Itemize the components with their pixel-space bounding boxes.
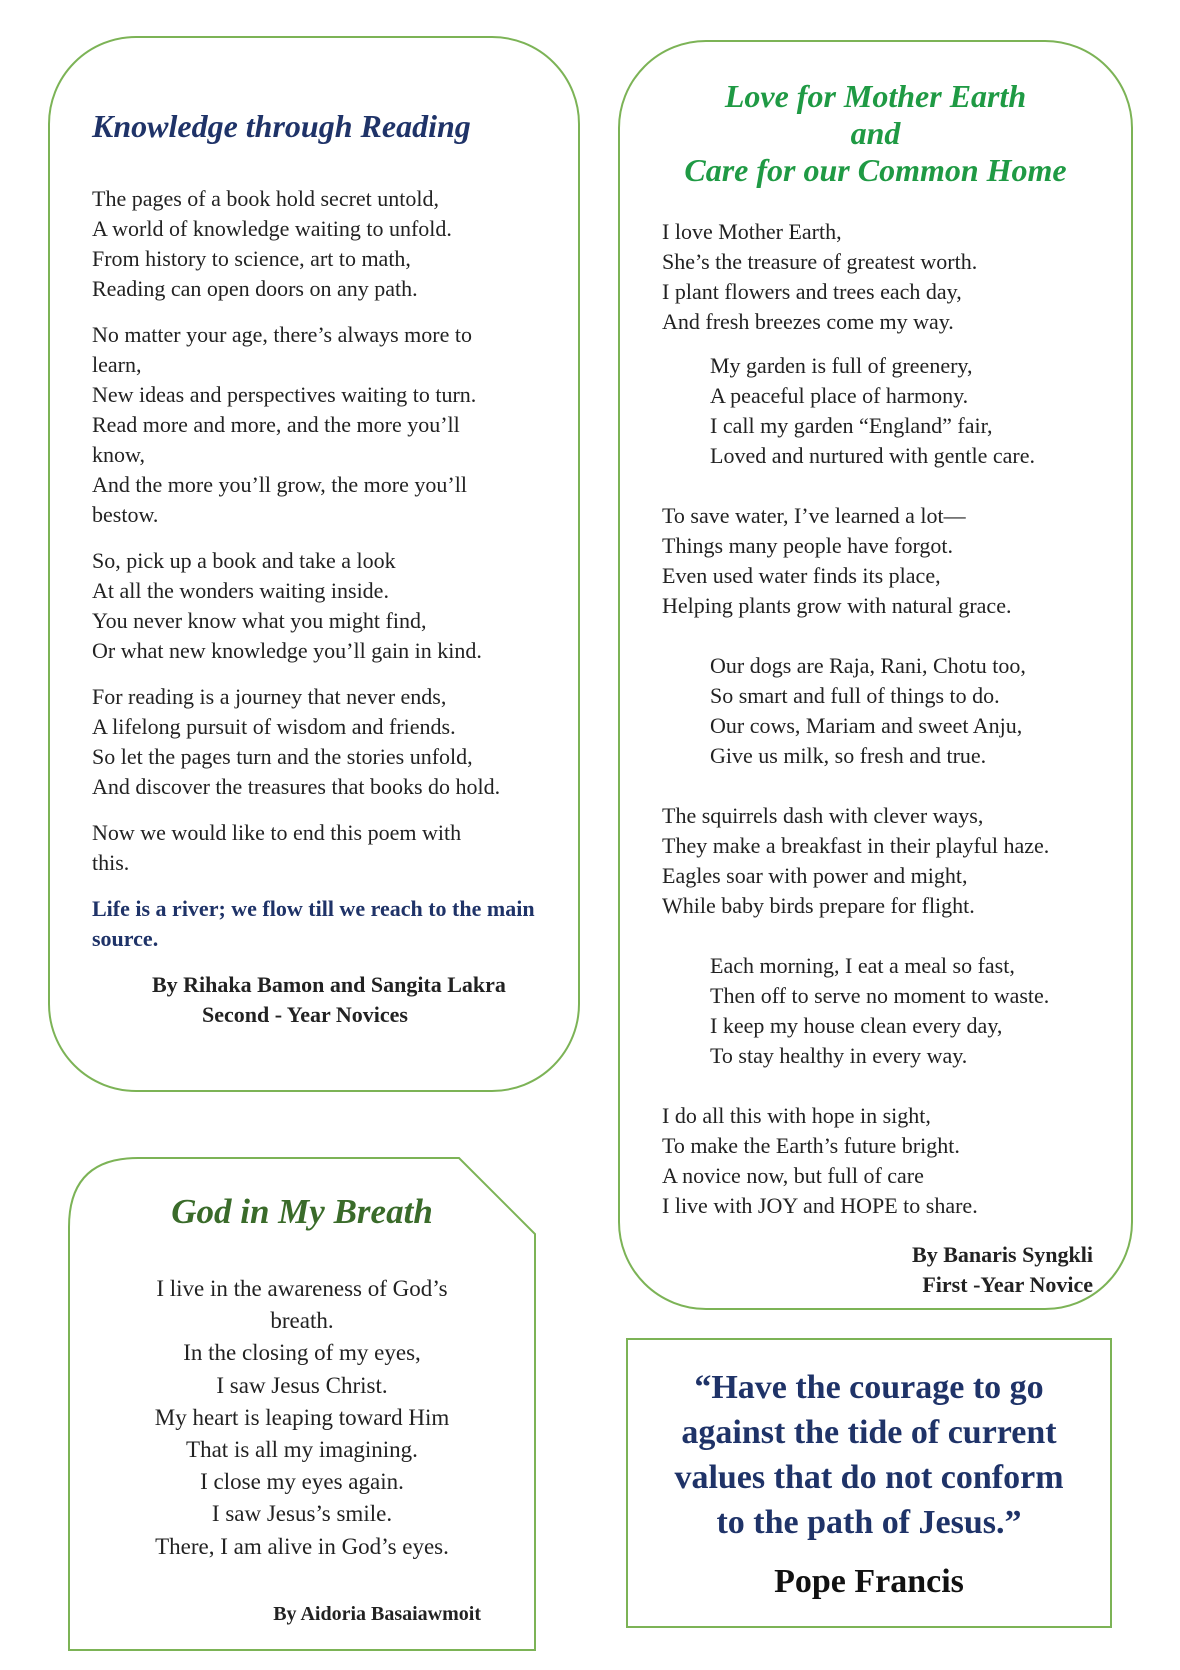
stanza — [92, 546, 552, 666]
poem-line: They make a breakfast in their playful haze. — [662, 833, 1050, 858]
poem-card-breath — [68, 1157, 536, 1651]
stanza — [662, 651, 1102, 771]
stanza — [92, 818, 552, 878]
poem-line: She’s the treasure of greatest worth. — [662, 249, 978, 274]
poem-line: I saw Jesus’s smile. — [211, 1501, 393, 1527]
poem-line: That is all my imagining. — [186, 1437, 418, 1463]
poem-line: To stay healthy in every way. — [710, 1043, 968, 1068]
poem-credit: By Aidoria Basaiawmoit — [273, 1603, 481, 1625]
poem-line: The pages of a book hold secret untold, — [92, 186, 440, 211]
poem-card-earth — [618, 40, 1133, 1310]
poem-line: Our cows, Mariam and sweet Anju, — [710, 713, 1023, 738]
credit-author: By Banaris Syngkli — [912, 1242, 1093, 1267]
credit-role: Second - Year Novices — [202, 1002, 408, 1027]
poem-line: I live in the awareness of God’s — [156, 1276, 448, 1301]
poem-highlight — [92, 894, 552, 954]
poem-line: My garden is full of greenery, — [710, 353, 973, 378]
poem-line: I love Mother Earth, — [662, 219, 842, 244]
quote-text — [628, 1365, 1110, 1545]
poem-line: bestow. — [92, 502, 159, 527]
poem-line: And fresh breezes come my way. — [662, 309, 954, 334]
poem-line: learn, — [92, 352, 142, 377]
poem-line: Reading can open doors on any path. — [92, 276, 418, 301]
poem-line: I plant flowers and trees each day, — [662, 279, 962, 304]
quote-line: values that do not conform — [674, 1459, 1064, 1496]
poem-line: In the closing of my eyes, — [183, 1340, 421, 1366]
quote-line: against the tide of current — [681, 1414, 1057, 1451]
stanza — [92, 320, 552, 530]
poem-line: There, I am alive in God’s eyes. — [155, 1533, 449, 1559]
poem-credit — [912, 1240, 1093, 1300]
poem-line: I call my garden “England” fair, — [710, 413, 993, 438]
poem-line: I live with JOY and HOPE to share. — [662, 1193, 978, 1218]
poem-title — [620, 78, 1131, 189]
poem-line: Loved and nurtured with gentle care. — [710, 443, 1035, 468]
poem-line: I keep my house clean every day, — [710, 1013, 1003, 1038]
poem-line: I close my eyes again. — [200, 1469, 404, 1495]
poem-line: New ideas and perspectives waiting to turn. — [92, 382, 477, 407]
quote-line: to the path of Jesus.” — [716, 1504, 1022, 1541]
poem-line: And the more you’ll grow, the more you’ll — [92, 472, 467, 497]
poem-title: God in My Breath — [171, 1192, 433, 1231]
poem-line: Eagles soar with power and might, — [662, 863, 968, 888]
title-line: and — [850, 115, 901, 151]
poem-line: I do all this with hope in sight, — [662, 1103, 931, 1128]
poem-line: So, pick up a book and take a look — [92, 548, 396, 573]
poem-line: Things many people have forgot. — [662, 533, 954, 558]
quote-author: Pope Francis — [774, 1563, 964, 1600]
poem-line: A peaceful place of harmony. — [710, 383, 969, 408]
poem-line: To save water, I’ve learned a lot— — [662, 503, 966, 528]
poem-body — [98, 1273, 506, 1563]
poem-line: Now we would like to end this poem with — [92, 820, 462, 845]
poem-line: So smart and full of things to do. — [710, 683, 1000, 708]
poem-line: You never know what you might find, — [92, 608, 427, 633]
poem-line: Even used water finds its place, — [662, 563, 941, 588]
poem-line: So let the pages turn and the stories unfold, — [92, 744, 473, 769]
poem-line: Each morning, I eat a meal so fast, — [710, 953, 1015, 978]
poem-line: breath. — [270, 1308, 334, 1334]
poem-line: I saw Jesus Christ. — [216, 1372, 388, 1398]
stanza — [662, 351, 1102, 471]
stanza — [662, 801, 1102, 921]
stanza — [92, 184, 552, 304]
poem-line: To make the Earth’s future bright. — [662, 1133, 960, 1158]
stanza — [92, 682, 552, 802]
poem-line: know, — [92, 442, 145, 467]
poem-line: The squirrels dash with clever ways, — [662, 803, 984, 828]
poem-line: At all the wonders waiting inside. — [92, 578, 389, 603]
poem-title: Knowledge through Reading — [92, 108, 471, 144]
poem-body — [92, 184, 552, 970]
poem-credit — [50, 970, 578, 1030]
credit-authors: By Rihaka Bamon and Sangita Lakra — [152, 972, 506, 997]
poem-line: A world of knowledge waiting to unfold. — [92, 216, 452, 241]
poem-line: Read more and more, and the more you’ll — [92, 412, 460, 437]
poem-line: From history to science, art to math, — [92, 246, 411, 271]
poem-line: Life is a river; we flow till we reach to the — [92, 896, 482, 921]
poem-line: And discover the treasures that books do hold. — [92, 774, 501, 799]
poem-line: For reading is a journey that never ends, — [92, 684, 447, 709]
poem-card-reading — [48, 36, 580, 1092]
stanza — [662, 501, 1102, 621]
stanza — [662, 951, 1102, 1071]
stanza — [662, 217, 1102, 337]
poem-line: Give us milk, so fresh and true. — [710, 743, 987, 768]
poem-line: Our dogs are Raja, Rani, Chotu too, — [710, 653, 1026, 678]
poem-line: My heart is leaping toward Him — [154, 1404, 450, 1430]
quote-card — [626, 1338, 1112, 1628]
poem-line: No matter your age, there’s always more to — [92, 322, 472, 347]
title-line: Love for Mother Earth — [724, 78, 1027, 114]
stanza — [662, 1101, 1102, 1221]
poem-line: A novice now, but full of care — [662, 1163, 924, 1188]
poem-line: this. — [92, 850, 130, 875]
poem-line: Helping plants grow with natural grace. — [662, 593, 1012, 618]
poem-body — [662, 217, 1102, 1221]
quote-line: “Have the courage to go — [694, 1369, 1044, 1406]
credit-role: First -Year Novice — [922, 1272, 1093, 1297]
poem-line: Then off to serve no moment to waste. — [710, 983, 1050, 1008]
title-line: Care for our Common Home — [684, 152, 1067, 188]
poem-line: While baby birds prepare for flight. — [662, 893, 975, 918]
poem-line: A lifelong pursuit of wisdom and friends. — [92, 714, 456, 739]
poem-line: main source. — [92, 896, 535, 951]
poem-line: Or what new knowledge you’ll gain in kind. — [92, 638, 482, 663]
